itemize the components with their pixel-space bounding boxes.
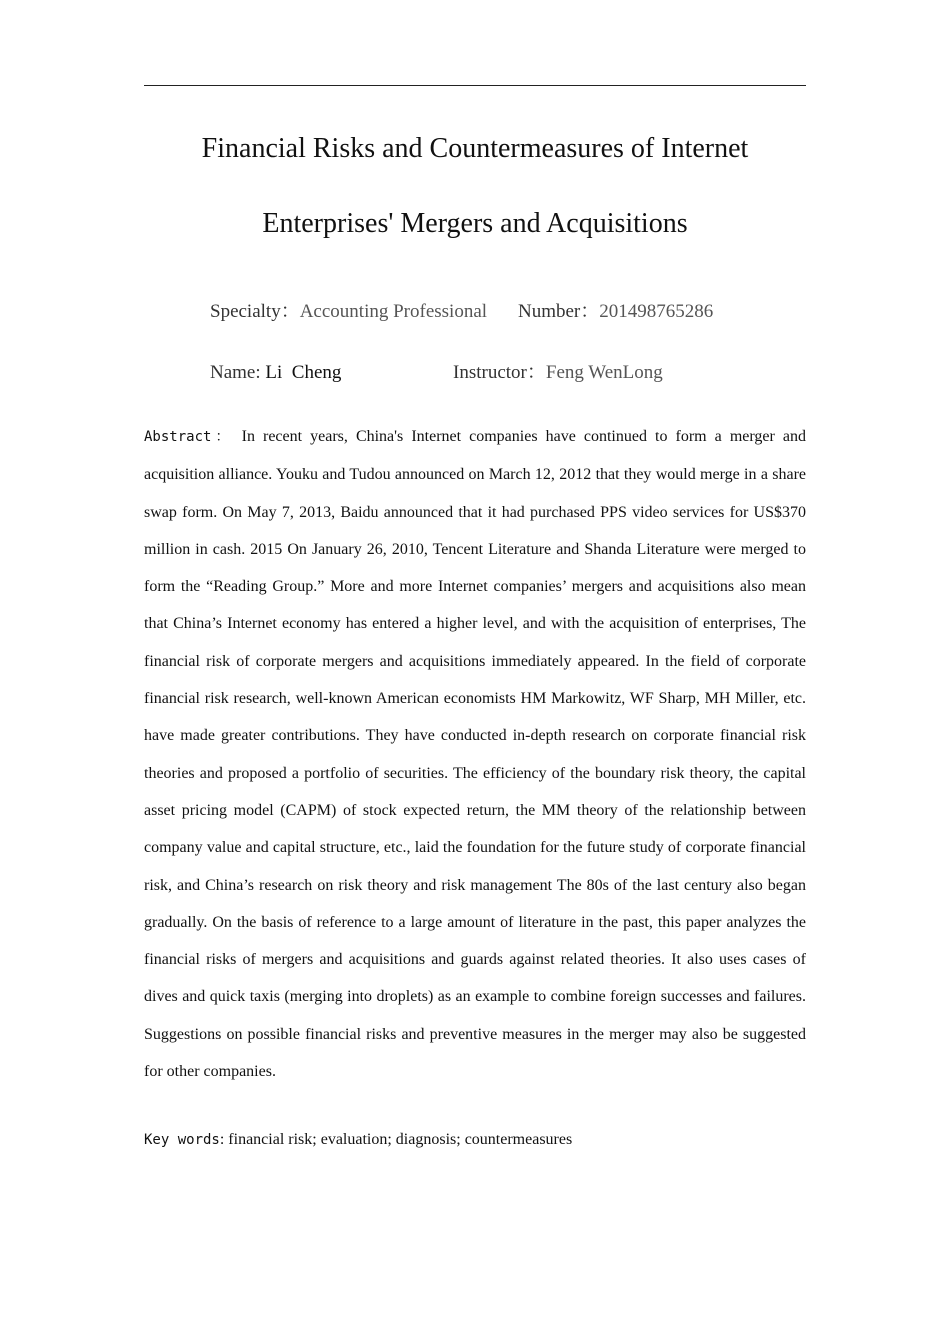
keywords-label: Key words — [144, 1132, 220, 1148]
instructor-field — [453, 361, 663, 385]
keywords-text: : financial risk; evaluation; diagnosis; countermeasures — [219, 1131, 573, 1148]
specialty-value: Accounting Professional — [299, 301, 488, 322]
number-value: 201498765286 — [599, 301, 714, 322]
name-field — [210, 361, 341, 385]
abstract-text: In recent years, China's Internet companies have continued to form a merger and acquisition alliance. Youku and Tudou announced on March 12, 2012 that they would merge in a share swap form. On May 7, 2013, Baidu announced that it had purchased PPS video services for US$370 million in cash. 2015 On January 26, 2010, Tencent Literature and Shanda Literature were merged to form the “Reading Group.” More and more Internet companies’ mergers and acquisitions also mean that China’s Internet economy has entered a higher level, and with the acquisition of enterprises, The financial risk of corporate mergers and acquisitions immediately appeared. In the field of corporate financial risk research, well-known American economists HM Markowitz, WF Sharp, MH Miller, etc. have made greater contributions. They have conducted in-depth research on corporate financial risk theories and proposed a portfolio of securities. The efficiency of the boundary risk theory, the capital asset pricing model (CAPM) of stock expected return, the MM theory of the relationship between company value and capital structure, etc., laid the foundation for the future study of corporate financial risk, and China’s research on risk theory and risk management The 80s of the last century also began gradually. On the basis of reference to a large amount of literature in the past, this paper analyzes the financial risks of mergers and acquisitions and guards against related theories. It also uses cases of dives and quick taxis (merging into droplets) as an example to combine foreign successes and failures. Suggestions on possible financial risks and preventive measures in the merger may also be suggested for other companies. — [144, 428, 806, 1081]
paper-title-line-2: Enterprises' Mergers and Acquisitions — [262, 208, 688, 239]
abstract-label: Abstract： — [144, 429, 234, 445]
name-value: Li Cheng — [265, 362, 342, 383]
specialty-field — [210, 300, 487, 324]
specialty-label: Specialty： — [210, 301, 300, 322]
number-label: Number： — [518, 301, 600, 322]
header-rule — [144, 85, 806, 86]
number-field — [518, 300, 713, 324]
paper-title-line-1: Financial Risks and Countermeasures of Internet — [201, 133, 749, 164]
instructor-label: Instructor： — [453, 362, 546, 383]
abstract-paragraph — [144, 418, 806, 1090]
keywords-line — [144, 1128, 806, 1152]
name-label: Name: — [210, 362, 266, 383]
instructor-value: Feng WenLong — [545, 362, 663, 383]
